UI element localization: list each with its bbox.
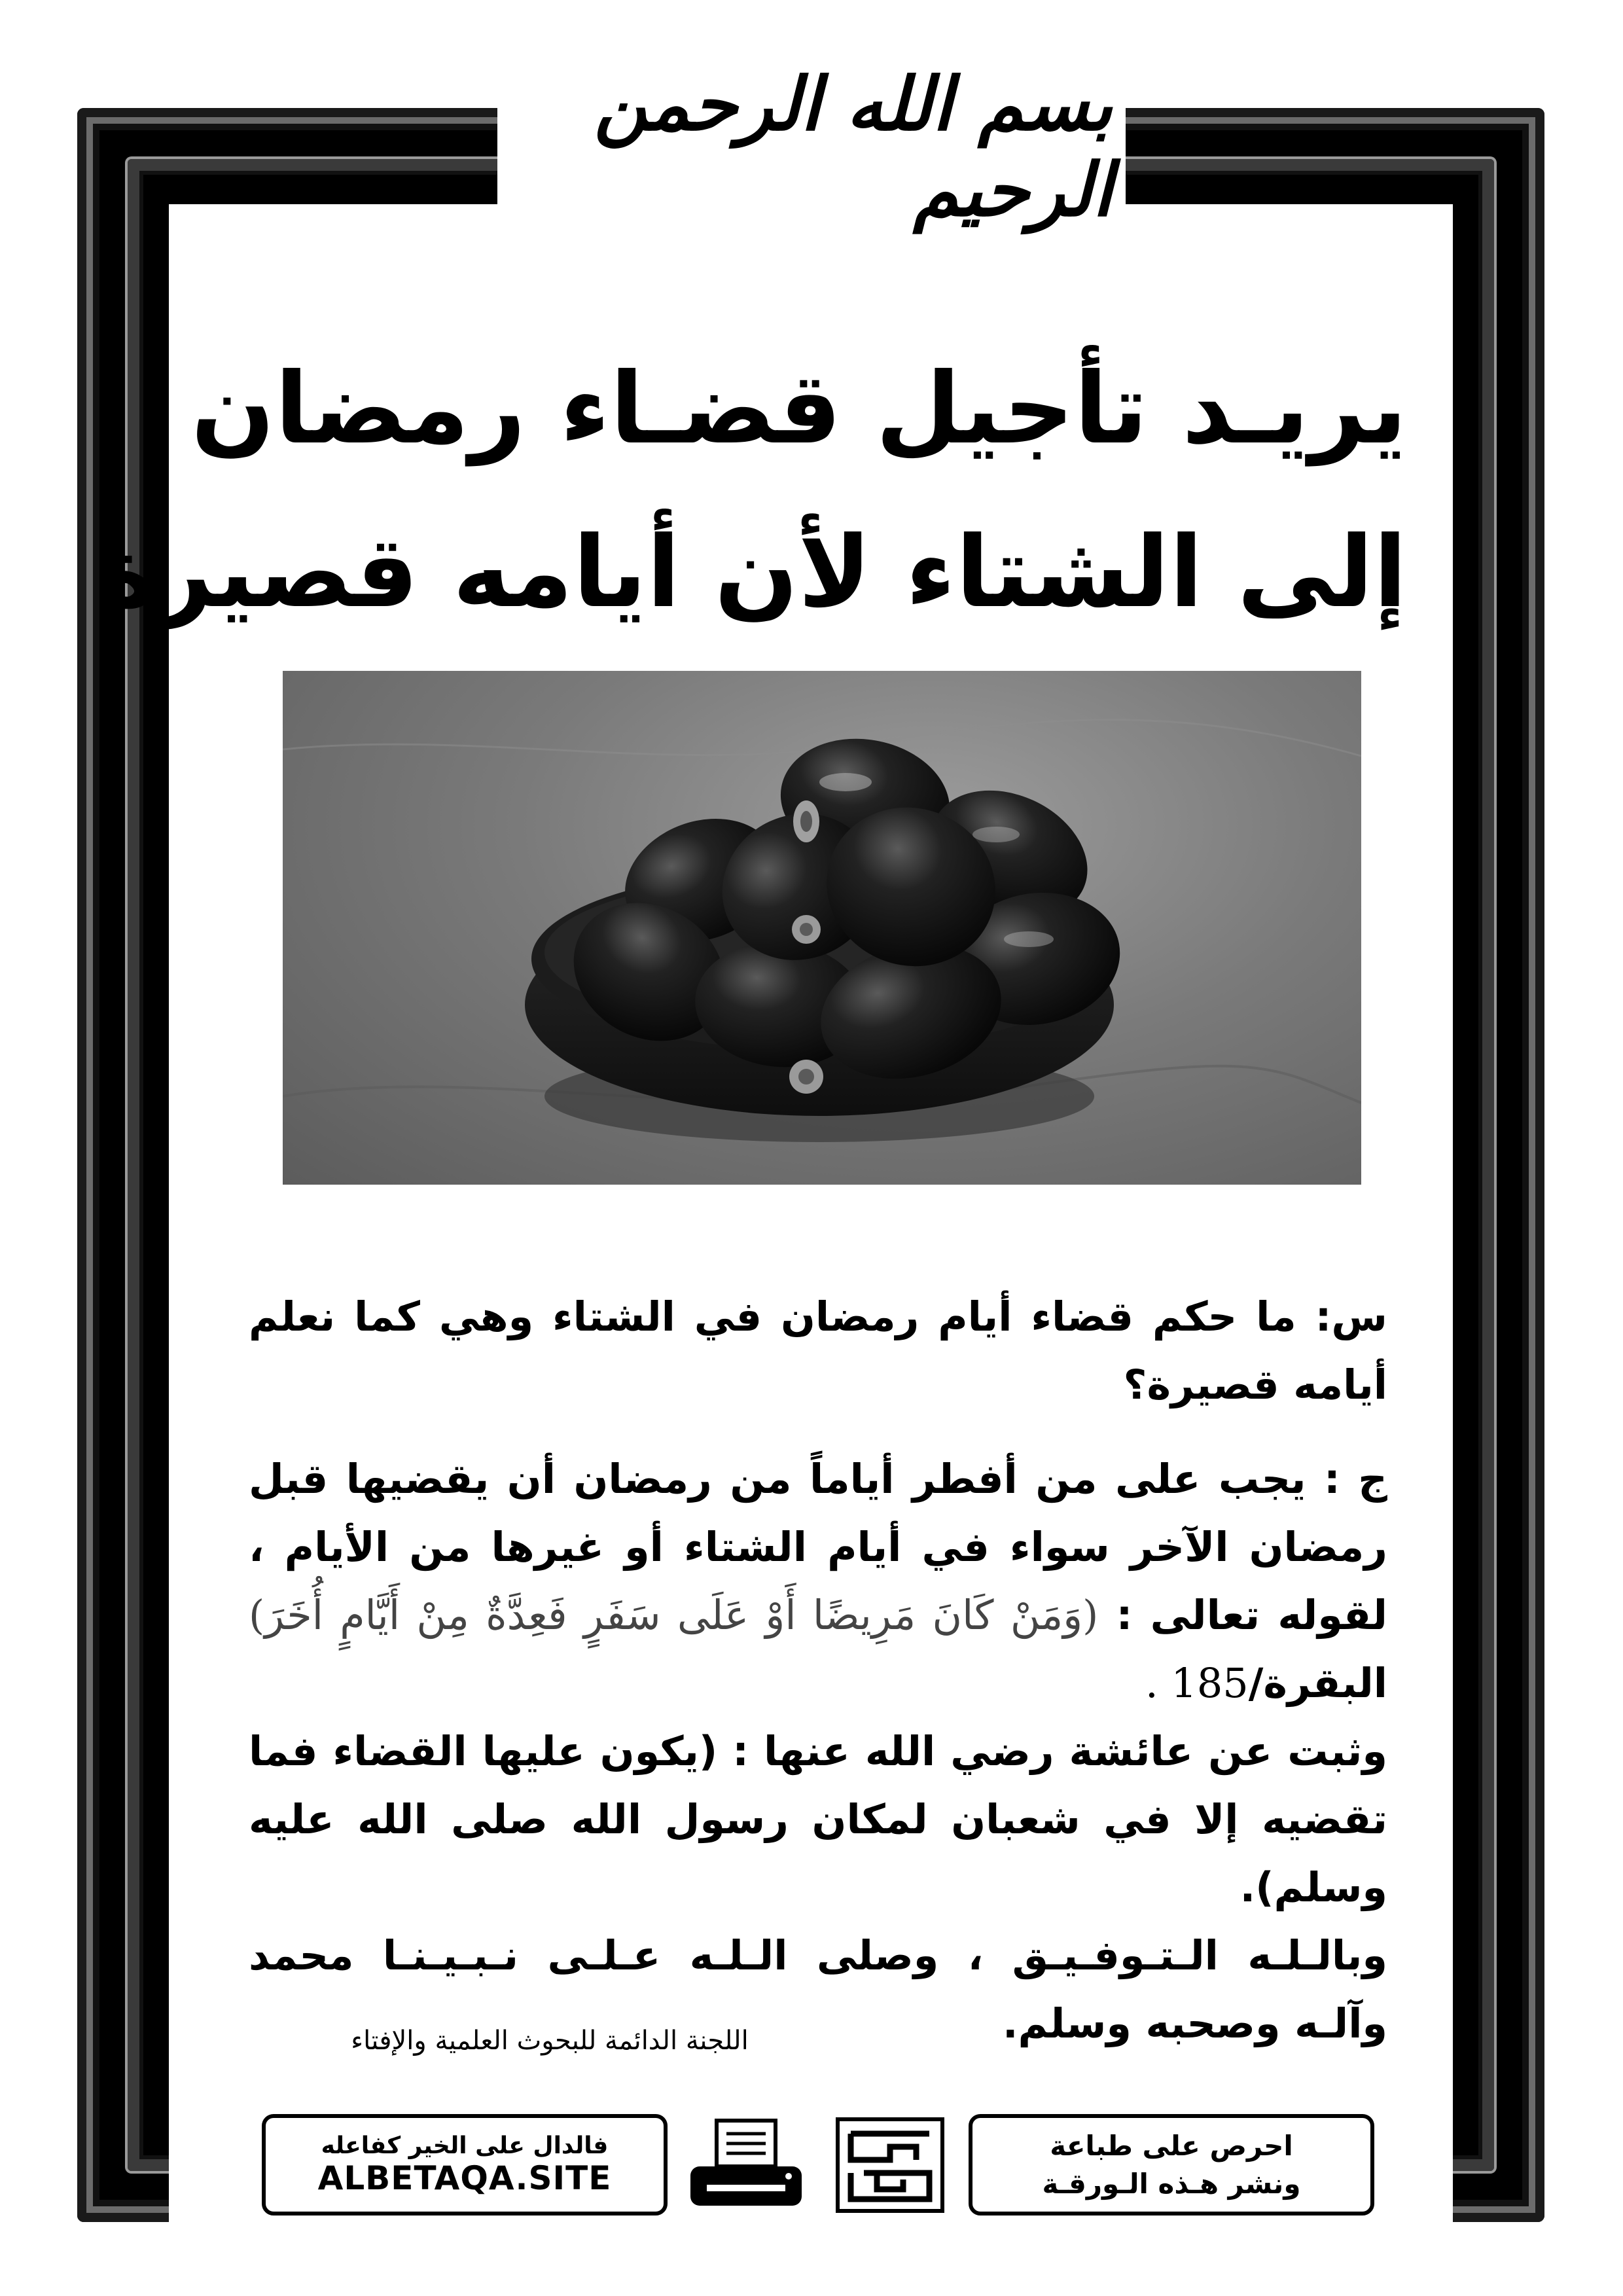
footer-print-line-1: احرص على طباعة	[1050, 2129, 1293, 2162]
footer-website[interactable]: ALBETAQA.SITE	[317, 2159, 612, 2197]
ayah-number: 185 .	[1145, 1659, 1249, 1707]
footer-website-box	[262, 2114, 668, 2215]
page-title	[98, 327, 1407, 655]
signature-authority: اللجنة الدائمة للبحوث العلمية والإفتاء	[351, 2026, 749, 2056]
dawah-waraqa-logo	[825, 2114, 955, 2215]
footer-bar	[262, 2114, 1374, 2215]
footer-print-box	[969, 2114, 1374, 2215]
title-line-2: إلى الشتاء لأن أيامه قصيرة	[98, 516, 1407, 630]
surah-name: البقرة/	[1248, 1659, 1387, 1707]
question-text: س: ما حكم قضاء أيام رمضان في الشتاء وهي كما نعلم أيامه قصيرة؟	[249, 1293, 1387, 1408]
title-line-1: يريـد تأجيل قضـاء رمضان	[190, 352, 1407, 466]
dates-bowl-illustration	[283, 671, 1361, 1185]
basmala-calligraphy: بسم الله الرحمن الرحيم	[594, 62, 1113, 233]
closing-text: وبالـلـه الـتـوفـيـق ، وصلى الـلـه عـلـى نـبـيـنـا محمد وآلـه وصحبه وسلم.	[249, 1931, 1387, 2047]
fatwa-text	[249, 1283, 1387, 2058]
footer-print-line-2: ونشر هـذه الـورقـة	[1042, 2167, 1301, 2200]
hadith-text: وثبت عن عائشة رضي الله عنها : (يكون عليها القضاء فما تقضيه إلا في شعبان لمكان رسول الله صلى الله عليه وسلم).	[249, 1727, 1387, 1911]
footer-saying: فالدال على الخير كفاعله	[321, 2132, 609, 2159]
answer-paragraph	[249, 1445, 1387, 1717]
dates-photo	[283, 671, 1361, 1185]
quran-verse: (وَمَنْ كَانَ مَرِيضًا أَوْ عَلَى سَفَرٍ فَعِدَّةٌ مِنْ أَيَّامٍ أُخَرَ)	[249, 1591, 1099, 1639]
printer-icon	[681, 2114, 812, 2215]
answer-intro: ج : يجب على من أفطر أياماً من رمضان أن يقضيها قبل رمضان الآخر سواء في أيام الشتاء أو غيرها من الأيام ، لقوله تعالى :	[249, 1455, 1388, 1639]
